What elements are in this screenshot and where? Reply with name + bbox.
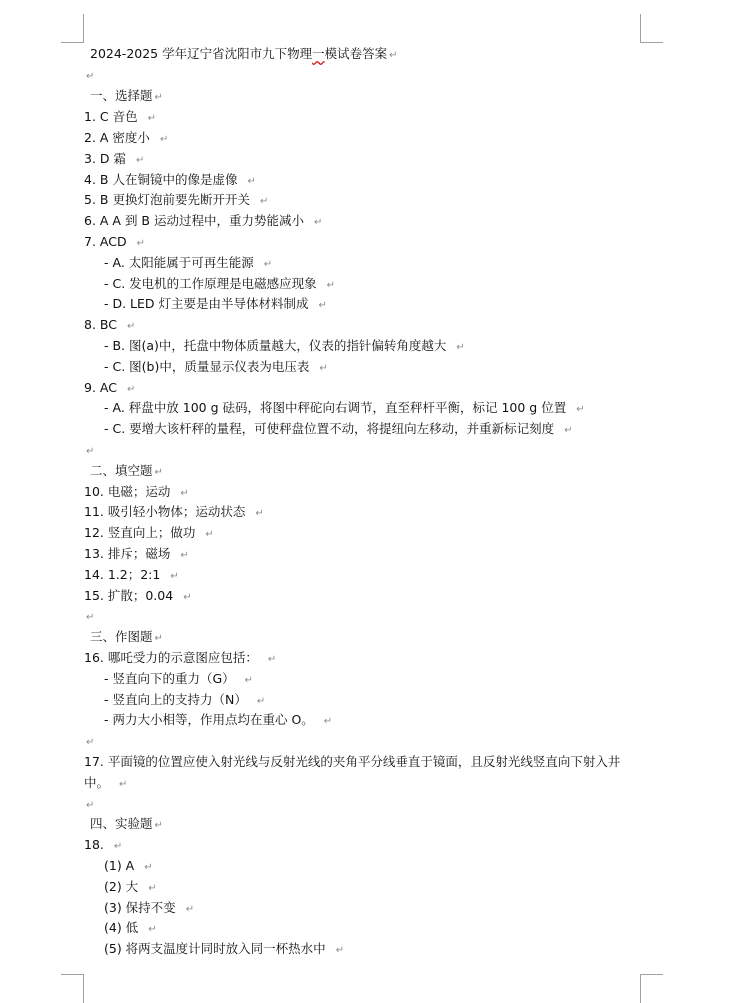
answer-subitem <box>104 920 157 938</box>
page-title <box>90 46 398 64</box>
line-text: 4. B 人在铜镜中的像是虚像 <box>84 172 238 187</box>
answer-subitem <box>104 296 327 314</box>
line-text: (5) 将两支温度计同时放入同一杯热水中 <box>104 941 326 956</box>
answer-line <box>84 837 122 855</box>
section-heading-choice <box>90 88 163 106</box>
paragraph-mark-icon: ↵ <box>136 155 145 166</box>
paragraph-mark-icon: ↵ <box>256 696 266 707</box>
line-text: - C. 发电机的工作原理是电磁感应现象 <box>104 276 317 291</box>
line-text: - C. 要增大该杆秤的量程，可使秤盘位置不动，将提纽向左移动，并重新标记刻度 <box>104 421 555 436</box>
crop-mark-top-left <box>61 14 84 43</box>
empty-paragraph <box>84 442 94 460</box>
answer-subitem <box>104 359 328 377</box>
line-text: 1. C 音色 <box>84 109 138 124</box>
answer-subitem <box>104 255 272 273</box>
paragraph-mark-icon: ↵ <box>180 488 189 499</box>
empty-paragraph <box>84 796 94 814</box>
paragraph-mark-icon: ↵ <box>259 196 269 207</box>
paragraph-mark-icon: ↵ <box>154 92 163 103</box>
paragraph-mark-icon: ↵ <box>267 654 277 665</box>
paragraph-mark-icon: ↵ <box>180 550 189 561</box>
crop-mark-bottom-right <box>640 974 663 1003</box>
answer-line <box>84 213 322 231</box>
paragraph-mark-icon: ↵ <box>159 134 169 145</box>
paragraph-mark-icon: ↵ <box>86 612 95 623</box>
paragraph-mark-icon: ↵ <box>247 176 256 187</box>
answer-line <box>84 192 268 210</box>
paragraph-mark-icon: ↵ <box>564 425 573 436</box>
line-text: - A. 秤盘中放 100 g 砝码，将图中秤砣向右调节，直至秤杆平衡，标记 100 g 位置 <box>104 400 567 415</box>
paragraph-mark-icon: ↵ <box>263 259 273 270</box>
answer-subitem <box>104 421 573 439</box>
answer-line <box>84 151 144 169</box>
paragraph-mark-icon: ↵ <box>86 446 95 457</box>
line-text: - D. LED 灯主要是由半导体材料制成 <box>104 296 309 311</box>
line-text: 二、填空题 <box>90 463 153 478</box>
answer-subitem <box>104 900 194 918</box>
paragraph-mark-icon: ↵ <box>318 300 327 311</box>
answer-subitem <box>104 671 253 689</box>
line-text: (2) 大 <box>104 879 139 894</box>
line-text: 18. <box>84 837 104 852</box>
paragraph-mark-icon: ↵ <box>313 217 323 228</box>
paragraph-mark-icon: ↵ <box>335 945 345 956</box>
answer-line <box>84 588 192 606</box>
paragraph-mark-icon: ↵ <box>126 321 136 332</box>
answer-line <box>84 567 179 585</box>
answer-paragraph <box>84 751 644 795</box>
paragraph-mark-icon: ↵ <box>323 716 333 727</box>
paragraph-mark-icon: ↵ <box>456 342 465 353</box>
answer-line <box>84 546 189 564</box>
answer-line <box>84 234 145 252</box>
paragraph-mark-icon: ↵ <box>119 779 128 790</box>
crop-mark-top-right <box>640 14 663 43</box>
section-heading-fill <box>90 463 163 481</box>
line-text: - 两力大小相等，作用点均在重心 O。 <box>104 712 314 727</box>
answer-subitem <box>104 879 157 897</box>
answer-subitem <box>104 276 335 294</box>
line-text: 9. AC <box>84 380 117 395</box>
line-text: (4) 低 <box>104 920 139 935</box>
empty-paragraph <box>84 608 94 626</box>
answer-line <box>84 525 214 543</box>
line-text: 2. A 密度小 <box>84 130 150 145</box>
line-text: 四、实验题 <box>90 816 153 831</box>
line-text: 12. 竖直向上；做功 <box>84 525 196 540</box>
paragraph-mark-icon: ↵ <box>136 238 145 249</box>
paragraph-mark-icon: ↵ <box>154 633 163 644</box>
paragraph-mark-icon: ↵ <box>113 841 123 852</box>
paragraph-mark-icon: ↵ <box>154 467 163 478</box>
crop-mark-bottom-left <box>61 974 84 1003</box>
answer-line <box>84 504 264 522</box>
section-heading-experiment <box>90 816 163 834</box>
paragraph-mark-icon: ↵ <box>86 737 95 748</box>
line-text: 模试卷答案 <box>324 46 388 61</box>
line-text: - C. 图(b)中，质量显示仪表为电压表 <box>104 359 310 374</box>
paragraph-mark-icon: ↵ <box>126 384 136 395</box>
line-text: (3) 保持不变 <box>104 900 176 915</box>
paragraph-mark-icon: ↵ <box>185 904 195 915</box>
answer-line <box>84 380 135 398</box>
paragraph-mark-icon: ↵ <box>147 113 156 124</box>
line-text: 13. 排斥；磁场 <box>84 546 171 561</box>
paragraph-mark-icon: ↵ <box>148 924 157 935</box>
paragraph-mark-icon: ↵ <box>86 800 95 811</box>
line-text: 8. BC <box>84 317 117 332</box>
paragraph-mark-icon: ↵ <box>576 404 585 415</box>
answer-subitem <box>104 692 265 710</box>
line-text: - A. 太阳能属于可再生能源 <box>104 255 254 270</box>
line-text: 15. 扩散；0.04 <box>84 588 174 603</box>
line-text: 三、作图题 <box>90 629 153 644</box>
answer-line <box>84 650 276 668</box>
line-text: (1) A <box>104 858 135 873</box>
paragraph-mark-icon: ↵ <box>183 592 192 603</box>
empty-paragraph <box>84 733 94 751</box>
answer-subitem <box>104 400 585 418</box>
line-text: - 竖直向下的重力（G） <box>104 671 235 686</box>
line-text: 5. B 更换灯泡前要先断开开关 <box>84 192 250 207</box>
line-text: 3. D 霜 <box>84 151 126 166</box>
answer-line <box>84 109 156 127</box>
line-text: 7. ACD <box>84 234 127 249</box>
answer-subitem <box>104 712 332 730</box>
answer-line <box>84 172 256 190</box>
paragraph-mark-icon: ↵ <box>205 529 214 540</box>
line-text: 10. 电磁；运动 <box>84 484 171 499</box>
empty-paragraph <box>84 67 94 85</box>
line-text: 6. A A 到 B 运动过程中，重力势能减小 <box>84 213 304 228</box>
paragraph-mark-icon: ↵ <box>389 50 398 61</box>
paragraph-mark-icon: ↵ <box>86 71 95 82</box>
paragraph-mark-icon: ↵ <box>148 883 157 894</box>
paragraph-mark-icon: ↵ <box>326 280 336 291</box>
paragraph-mark-icon: ↵ <box>144 862 153 873</box>
line-text: - B. 图(a)中，托盘中物体质量越大，仪表的指针偏转角度越大 <box>104 338 447 353</box>
line-text: 14. 1.2；2:1 <box>84 567 161 582</box>
spelling-underline: 一 <box>312 46 325 61</box>
paragraph-mark-icon: ↵ <box>154 820 163 831</box>
answer-subitem <box>104 338 465 356</box>
line-text: 2024-2025 学年辽宁省沈阳市九下物理 <box>90 46 313 61</box>
paragraph-mark-icon: ↵ <box>244 675 254 686</box>
answer-subitem <box>104 858 153 876</box>
line-text: - 竖直向上的支持力（N） <box>104 692 247 707</box>
answer-line <box>84 130 168 148</box>
answer-line <box>84 317 135 335</box>
line-text: 一、选择题 <box>90 88 153 103</box>
line-text: 11. 吸引轻小物体；运动状态 <box>84 504 246 519</box>
paragraph-mark-icon: ↵ <box>255 508 264 519</box>
section-heading-drawing <box>90 629 163 647</box>
answer-subitem <box>104 941 344 959</box>
line-text: 16. 哪吒受力的示意图应包括： <box>84 650 258 665</box>
paragraph-mark-icon: ↵ <box>319 363 328 374</box>
paragraph-mark-icon: ↵ <box>170 571 179 582</box>
answer-line <box>84 484 189 502</box>
line-text: 17. 平面镜的位置应使入射光线与反射光线的夹角平分线垂直于镜面，且反射光线竖直向下射入井中。 <box>84 754 621 790</box>
